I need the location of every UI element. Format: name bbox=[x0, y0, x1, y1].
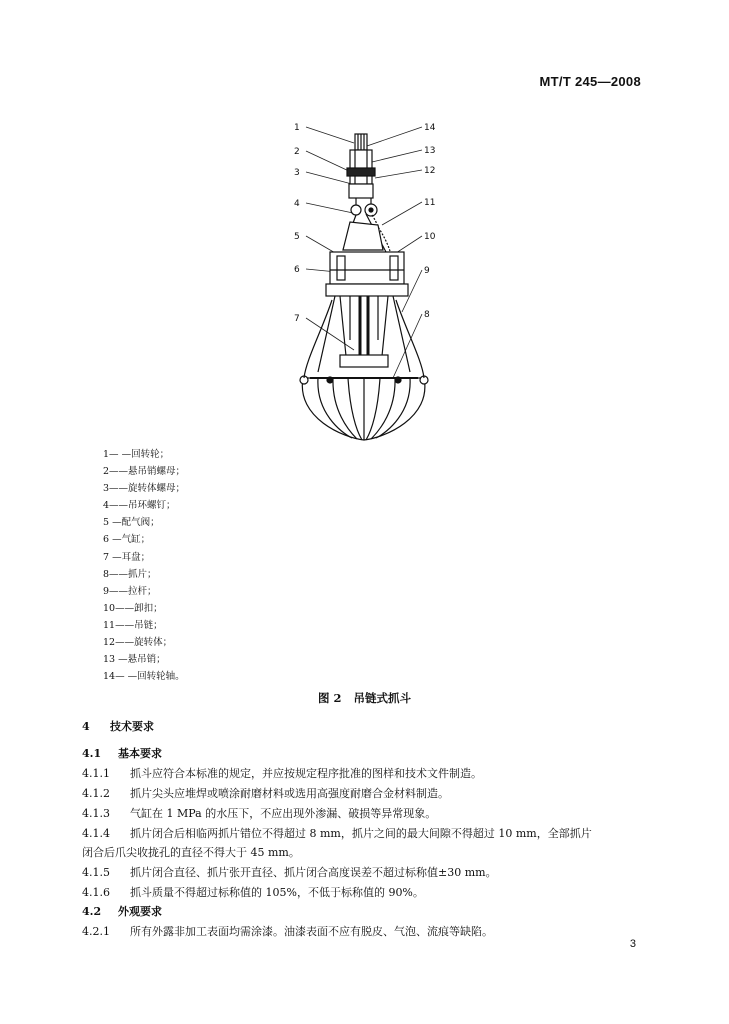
clause-number: 4.1.2 bbox=[82, 787, 110, 800]
callout-1: 1 bbox=[294, 123, 300, 133]
section-4-2-heading bbox=[82, 903, 162, 919]
section-4-1-heading bbox=[82, 745, 162, 761]
clause-4-1-4-continued bbox=[82, 844, 300, 860]
callout-6: 6 bbox=[294, 265, 300, 275]
clause-text: 抓斗质量不得超过标称值的 105%，不低于标称值的 90%。 bbox=[130, 886, 424, 899]
clause-4-1-3 bbox=[82, 805, 436, 821]
callout-7: 7 bbox=[294, 314, 300, 324]
callout-14: 14 bbox=[424, 123, 436, 133]
legend-item: 2——悬吊销螺母； bbox=[103, 466, 186, 478]
legend-item: 7 —耳盘； bbox=[103, 551, 151, 563]
figure-caption bbox=[0, 690, 729, 706]
section-title: 基本要求 bbox=[118, 747, 162, 760]
callout-10: 10 bbox=[424, 232, 436, 242]
section-number: 4 bbox=[82, 720, 90, 733]
section-title: 技术要求 bbox=[110, 720, 154, 733]
section-title: 外观要求 bbox=[118, 905, 162, 918]
callout-2: 2 bbox=[294, 147, 300, 157]
callout-11: 11 bbox=[424, 198, 436, 208]
clause-text: 闭合后爪尖收拢孔的直径不得大于 45 mm。 bbox=[82, 846, 300, 859]
legend-item: 6 —气缸； bbox=[103, 534, 151, 546]
legend-item: 14— —回转轮轴。 bbox=[103, 671, 185, 683]
clause-4-1-4 bbox=[82, 825, 592, 841]
clause-number: 4.1.4 bbox=[82, 827, 110, 840]
caption-title: 吊链式抓斗 bbox=[353, 691, 411, 705]
standard-code: MT/T 245—2008 bbox=[539, 74, 641, 89]
caption-label: 图 2 bbox=[317, 691, 342, 705]
clause-4-1-1 bbox=[82, 765, 482, 781]
callout-9: 9 bbox=[424, 266, 430, 276]
callout-13: 13 bbox=[424, 146, 436, 156]
clause-number: 4.1.6 bbox=[82, 886, 110, 899]
page-number: 3 bbox=[629, 938, 636, 950]
legend-item: 1— —回转轮； bbox=[103, 449, 170, 460]
legend-item: 13 —悬吊销； bbox=[103, 654, 166, 666]
callout-4: 4 bbox=[294, 199, 300, 209]
mechanism-drawing bbox=[300, 134, 428, 440]
legend-item: 11——吊链； bbox=[103, 619, 163, 631]
figure-legend bbox=[103, 446, 185, 685]
legend-item: 9——拉杆； bbox=[103, 585, 157, 597]
callout-8: 8 bbox=[424, 310, 430, 320]
legend-item: 10——卸扣； bbox=[103, 602, 163, 614]
callout-5: 5 bbox=[294, 232, 300, 242]
section-4-heading bbox=[82, 718, 154, 734]
legend-item: 8——抓片； bbox=[103, 568, 157, 580]
legend-item: 12——旋转体； bbox=[103, 637, 173, 649]
clause-text: 抓片尖头应堆焊或喷涂耐磨材料或选用高强度耐磨合金材料制造。 bbox=[130, 787, 449, 800]
clause-text: 抓片闭合后相临两抓片错位不得超过 8 mm，抓片之间的最大间隙不得超过 10 mm，全部抓片 bbox=[130, 827, 592, 840]
clause-number: 4.1.3 bbox=[82, 807, 110, 820]
callout-12: 12 bbox=[424, 166, 436, 176]
callout-3: 3 bbox=[294, 168, 300, 178]
clause-number: 4.1.1 bbox=[82, 767, 110, 780]
grab-bucket-figure bbox=[280, 110, 465, 445]
clause-text: 抓斗应符合本标准的规定，并应按规定程序批准的图样和技术文件制造。 bbox=[130, 767, 482, 780]
clause-4-1-5 bbox=[82, 864, 497, 880]
legend-item: 4——吊环螺钉； bbox=[103, 500, 176, 512]
clause-text: 气缸在 1 MPa 的水压下，不应出现外渗漏、破损等异常现象。 bbox=[130, 807, 437, 820]
clause-4-2-1 bbox=[82, 923, 493, 939]
legend-item: 3——旋转体螺母； bbox=[103, 483, 186, 495]
clause-text: 抓片闭合直径、抓片张开直径、抓片闭合高度误差不超过标称值±30 mm。 bbox=[130, 866, 497, 879]
clause-text: 所有外露非加工表面均需涂漆。油漆表面不应有脱皮、气泡、流痕等缺陷。 bbox=[130, 925, 493, 938]
section-number: 4.2 bbox=[82, 905, 102, 918]
legend-item: 5 —配气阀； bbox=[103, 517, 160, 529]
clause-number: 4.1.5 bbox=[82, 866, 110, 879]
clause-4-1-6 bbox=[82, 884, 424, 900]
clause-number: 4.2.1 bbox=[82, 925, 110, 938]
clause-4-1-2 bbox=[82, 785, 449, 801]
section-number: 4.1 bbox=[82, 747, 102, 760]
